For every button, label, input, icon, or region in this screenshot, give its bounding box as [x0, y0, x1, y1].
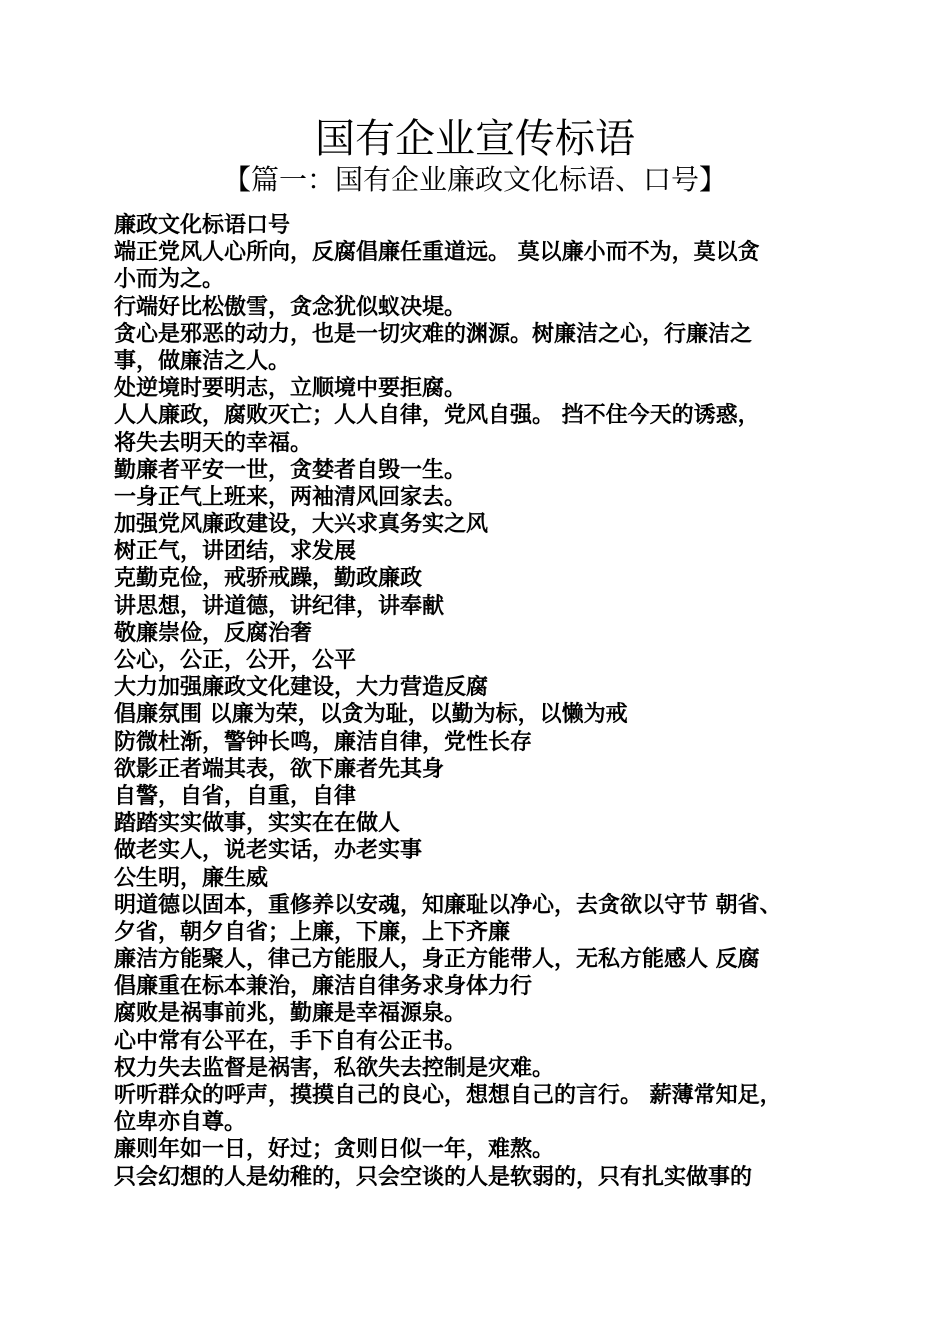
body-line: 处逆境时要明志，立顺境中要拒腐。: [114, 376, 467, 402]
body-line: 自警，自省，自重，自律: [114, 783, 357, 809]
body-line: 公心，公正，公开，公平: [114, 648, 357, 673]
body-line: 权力失去监督是祸害，私欲失去控制是灾难。: [114, 1055, 555, 1081]
body-line: 廉则年如一日，好过；贪则日似一年，难熬。: [114, 1137, 555, 1163]
body-line: 明道德以固本，重修养以安魂，知廉耻以净心，去贪欲以守节 朝省、: [114, 892, 782, 918]
document-subtitle: 【篇一：国有企业廉政文化标语、口号】: [222, 163, 727, 196]
body-line: 端正党风人心所向，反腐倡廉任重道远。 莫以廉小而不为，莫以贪: [114, 240, 760, 266]
body-line: 敬廉崇俭，反腐治奢: [114, 620, 313, 646]
body-line: 位卑亦自尊。: [114, 1110, 247, 1136]
body-line: 树正气，讲团结，求发展: [114, 539, 357, 565]
body-line: 欲影正者端其表，欲下廉者先其身: [114, 756, 445, 782]
body-line: 人人廉政，腐败灭亡；人人自律，党风自强。 挡不住今天的诱惑，: [114, 403, 760, 429]
body-line: 将失去明天的幸福。: [114, 430, 313, 456]
body-line: 贪心是邪恶的动力，也是一切灾难的渊源。树廉洁之心，行廉洁之: [114, 321, 753, 347]
body-line: 夕省，朝夕自省；上廉，下廉，上下齐廉: [114, 919, 511, 945]
body-line: 行端好比松傲雪，贪念犹似蚁决堤。: [114, 294, 467, 320]
body-line: 踏踏实实做事，实实在在做人: [114, 811, 401, 837]
body-line: 廉洁方能聚人，律己方能服人，身正方能带人，无私方能感人 反腐: [114, 947, 760, 973]
body-line: 加强党风廉政建设，大兴求真务实之风: [114, 512, 489, 538]
body-line: 廉政文化标语口号: [114, 213, 291, 238]
body-line: 心中常有公平在，手下自有公正书。: [114, 1028, 467, 1054]
body-line: 听听群众的呼声，摸摸自己的良心，想想自己的言行。 薪薄常知足，: [114, 1083, 782, 1108]
body-line: 倡廉重在标本兼治，廉洁自律务求身体力行: [114, 974, 533, 1000]
body-line: 防微杜渐，警钟长鸣，廉洁自律，党性长存: [114, 729, 533, 755]
body-line: 倡廉氛围 以廉为荣，以贪为耻，以勤为标，以懒为戒: [114, 702, 628, 728]
body-line: 小而为之。: [114, 267, 225, 293]
document-body: [114, 212, 836, 1191]
body-line: 大力加强廉政文化建设，大力营造反腐: [114, 675, 489, 701]
body-line: 做老实人，说老实话，办老实事: [114, 838, 423, 864]
body-line: 公生明，廉生威: [114, 865, 269, 891]
body-line: 腐败是祸事前兆，勤廉是幸福源泉。: [114, 1001, 467, 1027]
body-line: 事，做廉洁之人。: [114, 348, 291, 374]
body-line: 勤廉者平安一世，贪婪者自毁一生。: [114, 457, 467, 483]
body-line: 讲思想，讲道德，讲纪律，讲奉献: [114, 593, 445, 619]
document-title: 国有企业宣传标语: [315, 116, 635, 162]
body-line: 一身正气上班来，两袖清风回家去。: [114, 484, 467, 510]
body-line: 克勤克俭，戒骄戒躁，勤政廉政: [114, 566, 423, 592]
body-line: 只会幻想的人是幼稚的，只会空谈的人是软弱的，只有扎实做事的: [114, 1164, 753, 1190]
